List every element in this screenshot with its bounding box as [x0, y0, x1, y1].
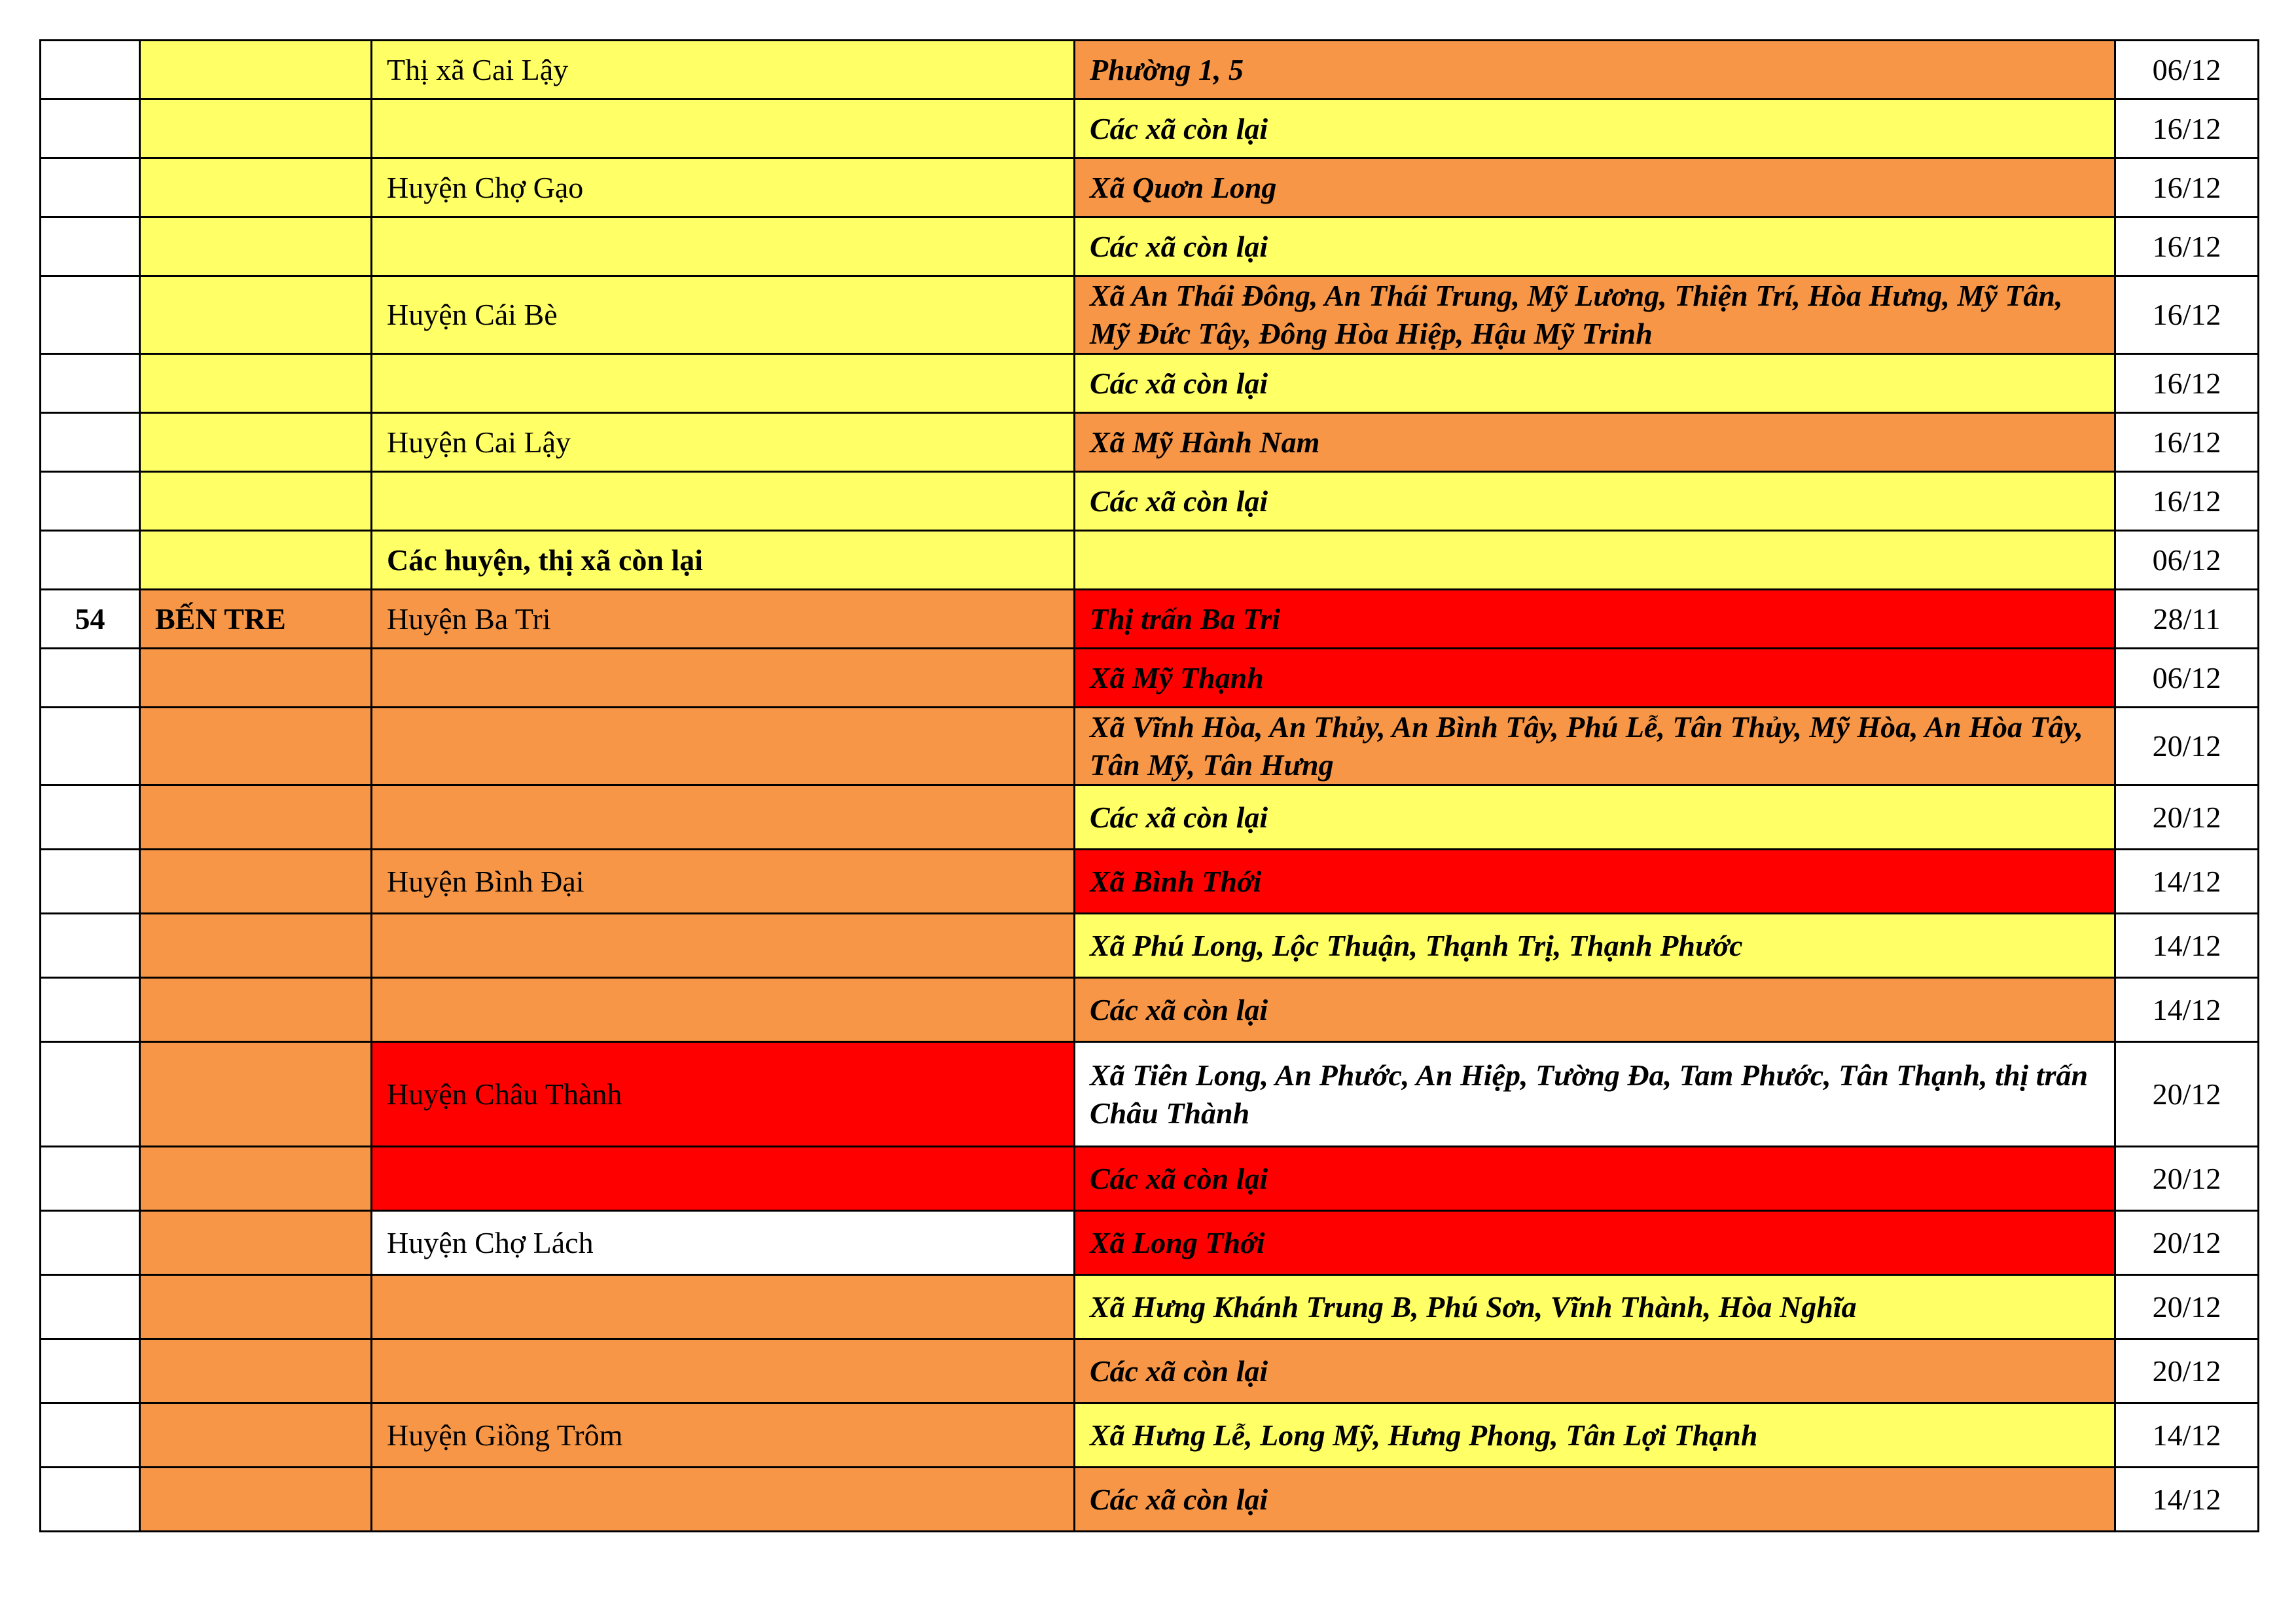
stt-cell [41, 649, 140, 708]
district-cell: Huyện Chợ Gạo [372, 158, 1075, 217]
province-cell [140, 1403, 372, 1468]
stt-cell [41, 413, 140, 472]
province-cell [140, 1275, 372, 1339]
province-cell [140, 708, 372, 785]
province-cell [140, 158, 372, 217]
district-cell: Huyện Châu Thành [372, 1042, 1075, 1147]
district-cell [372, 708, 1075, 785]
district-cell [372, 1339, 1075, 1403]
area-cell: Xã Hưng Lễ, Long Mỹ, Hưng Phong, Tân Lợi Thạnh [1075, 1403, 2115, 1468]
date-cell: 16/12 [2115, 99, 2259, 158]
province-cell [140, 413, 372, 472]
table-row [41, 785, 2259, 850]
province-cell [140, 217, 372, 276]
area-cell: Các xã còn lại [1075, 472, 2115, 531]
province-cell [140, 1042, 372, 1147]
date-cell: 20/12 [2115, 1339, 2259, 1403]
table-row [41, 590, 2259, 649]
province-cell [140, 276, 372, 354]
date-cell: 28/11 [2115, 590, 2259, 649]
province-cell [140, 785, 372, 850]
zoning-table [39, 39, 2259, 1532]
area-cell: Phường 1, 5 [1075, 41, 2115, 99]
district-cell: Huyện Giồng Trôm [372, 1403, 1075, 1468]
area-cell: Xã Hưng Khánh Trung B, Phú Sơn, Vĩnh Thành, Hòa Nghĩa [1075, 1275, 2115, 1339]
district-cell [372, 978, 1075, 1042]
table-row [41, 1042, 2259, 1147]
area-cell [1075, 531, 2115, 590]
date-cell: 20/12 [2115, 1275, 2259, 1339]
district-cell [372, 785, 1075, 850]
table-row [41, 354, 2259, 413]
zoning-table-body [41, 41, 2259, 1532]
table-row [41, 413, 2259, 472]
table-row [41, 472, 2259, 531]
area-cell: Xã Bình Thới [1075, 850, 2115, 914]
date-cell: 16/12 [2115, 276, 2259, 354]
stt-cell [41, 217, 140, 276]
stt-cell [41, 850, 140, 914]
area-cell: Xã Mỹ Thạnh [1075, 649, 2115, 708]
province-cell [140, 41, 372, 99]
stt-cell [41, 1275, 140, 1339]
district-cell [372, 649, 1075, 708]
stt-cell [41, 1468, 140, 1532]
province-cell [140, 99, 372, 158]
province-cell [140, 531, 372, 590]
area-cell: Các xã còn lại [1075, 99, 2115, 158]
district-cell [372, 472, 1075, 531]
area-cell: Các xã còn lại [1075, 785, 2115, 850]
area-cell: Các xã còn lại [1075, 1468, 2115, 1532]
table-row [41, 1468, 2259, 1532]
stt-cell [41, 99, 140, 158]
district-cell [372, 1275, 1075, 1339]
area-cell: Các xã còn lại [1075, 1339, 2115, 1403]
table-row [41, 1211, 2259, 1275]
district-cell: Huyện Chợ Lách [372, 1211, 1075, 1275]
province-cell [140, 978, 372, 1042]
date-cell: 06/12 [2115, 531, 2259, 590]
stt-cell [41, 785, 140, 850]
table-row [41, 649, 2259, 708]
province-cell [140, 1211, 372, 1275]
table-row [41, 1275, 2259, 1339]
area-cell: Xã Vĩnh Hòa, An Thủy, An Bình Tây, Phú Lễ, Tân Thủy, Mỹ Hòa, An Hòa Tây, Tân Mỹ, Tân Hưng [1075, 708, 2115, 785]
stt-cell [41, 276, 140, 354]
date-cell: 16/12 [2115, 413, 2259, 472]
area-cell: Xã An Thái Đông, An Thái Trung, Mỹ Lương, Thiện Trí, Hòa Hưng, Mỹ Tân, Mỹ Đức Tây, Đông Hòa Hiệp, Hậu Mỹ Trinh [1075, 276, 2115, 354]
table-row [41, 158, 2259, 217]
stt-cell [41, 472, 140, 531]
date-cell: 16/12 [2115, 354, 2259, 413]
date-cell: 06/12 [2115, 649, 2259, 708]
area-cell: Xã Long Thới [1075, 1211, 2115, 1275]
stt-cell [41, 354, 140, 413]
province-cell [140, 1339, 372, 1403]
district-cell [372, 217, 1075, 276]
date-cell: 20/12 [2115, 785, 2259, 850]
date-cell: 14/12 [2115, 850, 2259, 914]
area-cell: Thị trấn Ba Tri [1075, 590, 2115, 649]
table-row [41, 914, 2259, 978]
date-cell: 14/12 [2115, 914, 2259, 978]
area-cell: Xã Mỹ Hành Nam [1075, 413, 2115, 472]
stt-cell [41, 914, 140, 978]
district-cell: Huyện Cai Lậy [372, 413, 1075, 472]
province-cell: BẾN TRE [140, 590, 372, 649]
district-cell: Huyện Cái Bè [372, 276, 1075, 354]
stt-cell [41, 1403, 140, 1468]
date-cell: 14/12 [2115, 1468, 2259, 1532]
table-row [41, 276, 2259, 354]
district-cell: Thị xã Cai Lậy [372, 41, 1075, 99]
date-cell: 14/12 [2115, 1403, 2259, 1468]
province-cell [140, 354, 372, 413]
stt-cell [41, 158, 140, 217]
district-cell: Các huyện, thị xã còn lại [372, 531, 1075, 590]
area-cell: Các xã còn lại [1075, 978, 2115, 1042]
district-cell [372, 99, 1075, 158]
table-row [41, 217, 2259, 276]
area-cell: Các xã còn lại [1075, 217, 2115, 276]
date-cell: 16/12 [2115, 472, 2259, 531]
table-row [41, 850, 2259, 914]
province-cell [140, 914, 372, 978]
stt-cell [41, 1339, 140, 1403]
date-cell: 20/12 [2115, 1211, 2259, 1275]
table-row [41, 531, 2259, 590]
date-cell: 14/12 [2115, 978, 2259, 1042]
stt-cell: 54 [41, 590, 140, 649]
stt-cell [41, 708, 140, 785]
date-cell: 06/12 [2115, 41, 2259, 99]
date-cell: 20/12 [2115, 1042, 2259, 1147]
stt-cell [41, 978, 140, 1042]
area-cell: Xã Phú Long, Lộc Thuận, Thạnh Trị, Thạnh Phước [1075, 914, 2115, 978]
table-row [41, 99, 2259, 158]
province-cell [140, 1147, 372, 1211]
date-cell: 20/12 [2115, 1147, 2259, 1211]
district-cell: Huyện Ba Tri [372, 590, 1075, 649]
stt-cell [41, 1042, 140, 1147]
date-cell: 20/12 [2115, 708, 2259, 785]
stt-cell [41, 41, 140, 99]
table-row [41, 708, 2259, 785]
area-cell: Xã Quơn Long [1075, 158, 2115, 217]
district-cell [372, 1147, 1075, 1211]
table-row [41, 1403, 2259, 1468]
district-cell [372, 354, 1075, 413]
stt-cell [41, 1211, 140, 1275]
table-row [41, 978, 2259, 1042]
area-cell: Xã Tiên Long, An Phước, An Hiệp, Tường Đa, Tam Phước, Tân Thạnh, thị trấn Châu Thành [1075, 1042, 2115, 1147]
province-cell [140, 649, 372, 708]
district-cell: Huyện Bình Đại [372, 850, 1075, 914]
district-cell [372, 1468, 1075, 1532]
province-cell [140, 850, 372, 914]
area-cell: Các xã còn lại [1075, 354, 2115, 413]
province-cell [140, 472, 372, 531]
table-row [41, 1147, 2259, 1211]
table-row [41, 1339, 2259, 1403]
date-cell: 16/12 [2115, 158, 2259, 217]
area-cell: Các xã còn lại [1075, 1147, 2115, 1211]
date-cell: 16/12 [2115, 217, 2259, 276]
stt-cell [41, 1147, 140, 1211]
district-cell [372, 914, 1075, 978]
province-cell [140, 1468, 372, 1532]
stt-cell [41, 531, 140, 590]
table-row [41, 41, 2259, 99]
